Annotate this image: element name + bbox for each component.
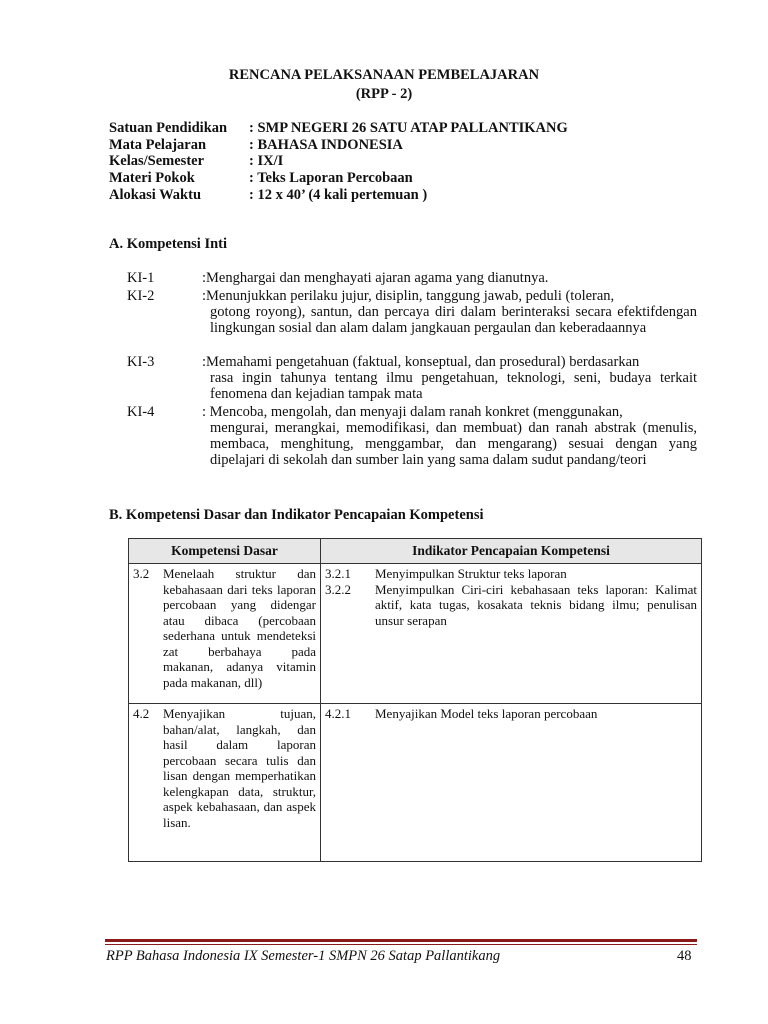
column-header-kd: Kompetensi Dasar: [129, 539, 321, 564]
indicator-item: [325, 582, 697, 629]
identity-label: Materi Pokok: [109, 170, 195, 186]
identity-label: Alokasi Waktu: [109, 187, 202, 203]
kd-text: Menyajikan tujuan, bahan/alat, langkah, dan hasil dalam laporan percobaan secara tulis dan lisan dengan memperhatikan kelengkapan data, struktur, aspek kebahasaan, dan aspek lisan.: [163, 706, 316, 830]
ki-text: : Mencoba, mengolah, dan menyaji dalam ranah konkret (menggunakan,: [202, 404, 623, 420]
indicator-text: Menyimpulkan Ciri-ciri kebahasaan teks laporan: Kalimat aktif, kata tugas, kosakata teknis bidang ilmu; penulisan unsur serapan: [375, 581, 697, 628]
identity-label: Kelas/Semester: [109, 153, 205, 169]
indicator-text: Menyajikan Model teks laporan percobaan: [375, 706, 598, 721]
identity-label: Mata Pelajaran: [109, 137, 207, 153]
kd-cell: [129, 564, 321, 704]
section-b-heading: B. Kompetensi Dasar dan Indikator Pencapaian Kompetensi: [109, 507, 484, 523]
ki-text: :Menunjukkan perilaku jujur, disiplin, tanggung jawab, peduli (toleran,: [202, 288, 615, 304]
ki-code: KI-1: [127, 270, 155, 286]
ki-text: :Menghargai dan menghayati ajaran agama yang dianutnya.: [202, 270, 549, 286]
kd-number: 3.2: [133, 566, 150, 581]
page-number: 48: [677, 948, 692, 964]
footer-text: RPP Bahasa Indonesia IX Semester-1 SMPN 26 Satap Pallantikang: [106, 948, 501, 964]
indicator-number: 3.2.2: [325, 581, 351, 597]
identity-value: : IX/I: [249, 153, 284, 169]
footer-rule-thin: [105, 944, 697, 945]
indicator-cell: [321, 564, 702, 704]
column-header-indicator: Indikator Pencapaian Kompetensi: [321, 539, 702, 564]
ki-text-continuation: rasa ingin tahunya tentang ilmu pengetahuan, teknologi, seni, budaya terkait fenomena dan kejadian tampak mata: [210, 370, 697, 402]
indicator-number: 4.2.1: [325, 706, 351, 721]
ki-code: KI-2: [127, 288, 155, 304]
kd-text: Menelaah struktur dan kebahasaan dari teks laporan percobaan yang didengar atau dibaca (percobaan sederhana untuk mendeteksi zat berbahaya pada makanan, adanya vitamin pada makanan, dll): [163, 566, 316, 690]
table-row: [129, 564, 702, 704]
identity-value: : BAHASA INDONESIA: [249, 137, 403, 153]
footer-rule-thick: [105, 939, 697, 942]
kd-number: 4.2: [133, 706, 150, 721]
section-a-heading: A. Kompetensi Inti: [109, 236, 228, 252]
table-row: [129, 704, 702, 862]
table-header-row: [129, 539, 702, 564]
competency-table: [128, 538, 702, 862]
kd-cell: [129, 704, 321, 862]
identity-value: : SMP NEGERI 26 SATU ATAP PALLANTIKANG: [249, 120, 568, 136]
ki-code: KI-4: [127, 404, 155, 420]
document-title: RENCANA PELAKSANAAN PEMBELAJARAN: [228, 67, 540, 83]
indicator-item: [325, 706, 697, 722]
identity-value: : 12 x 40’ (4 kali pertemuan ): [249, 187, 428, 203]
indicator-text: Menyimpulkan Struktur teks laporan: [375, 566, 567, 581]
document-subtitle: (RPP - 2): [355, 86, 413, 102]
indicator-item: [325, 566, 697, 582]
identity-value: : Teks Laporan Percobaan: [249, 170, 413, 186]
indicator-number: 3.2.1: [325, 566, 351, 581]
identity-label: Satuan Pendidikan: [109, 120, 228, 136]
ki-text-continuation: mengurai, merangkai, memodifikasi, dan membuat) dan ranah abstrak (menulis, membaca, menghitung, menggambar, dan mengarang) sesuai dengan yang dipelajari di sekolah dan sumber lain yang sama dalam sudut pandang/teori: [210, 420, 697, 468]
ki-text-continuation: gotong royong), santun, dan percaya diri dalam berinteraksi secara efektifdengan lingkungan sosial dan alam dalam jangkauan pergaulan dan keberadaannya: [210, 304, 697, 336]
indicator-cell: [321, 704, 702, 862]
ki-code: KI-3: [127, 354, 155, 370]
ki-text: :Memahami pengetahuan (faktual, konseptual, dan prosedural) berdasarkan: [202, 354, 640, 370]
